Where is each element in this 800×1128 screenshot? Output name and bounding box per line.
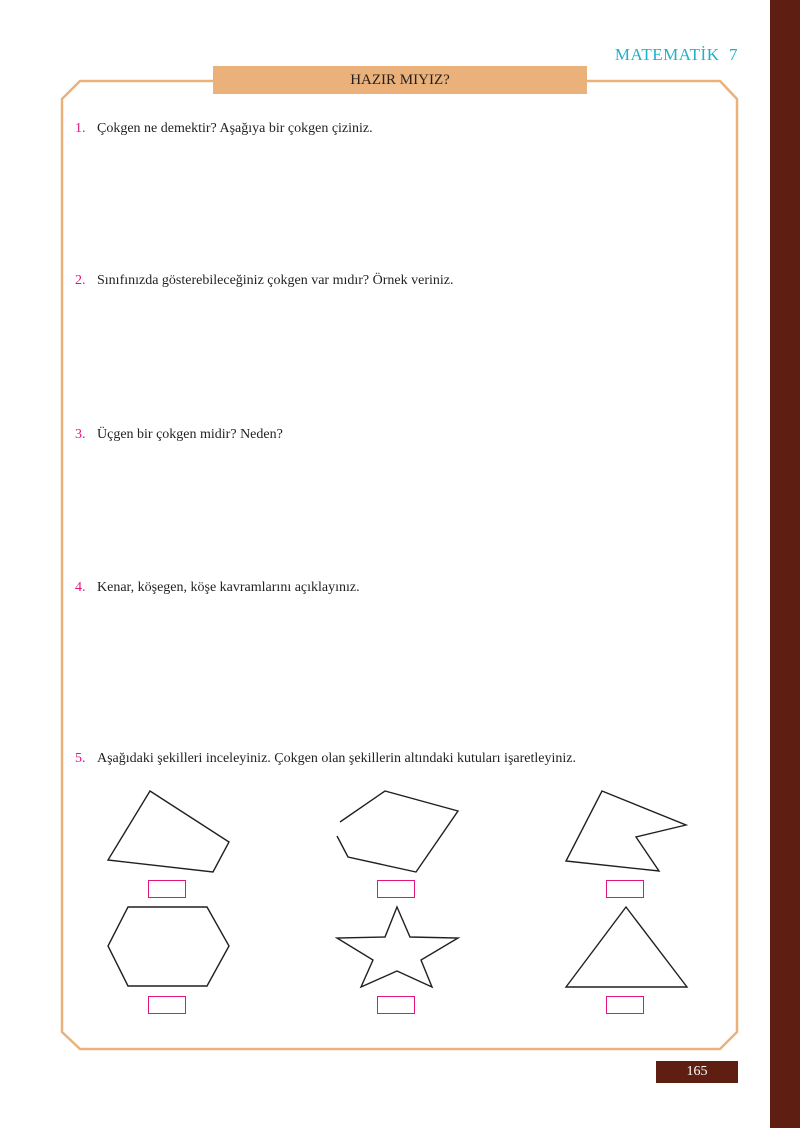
page-number: 165 [656, 1061, 738, 1083]
concave-quadrilateral-shape [560, 785, 695, 880]
question-number: 2. [75, 273, 86, 288]
checkbox-triangle[interactable] [606, 996, 644, 1014]
hexagon-shape [100, 900, 240, 995]
question-text: Üçgen bir çokgen midir? Neden? [97, 427, 283, 442]
checkbox-star[interactable] [377, 996, 415, 1014]
question-text: Aşağıdaki şekilleri inceleyiniz. Çokgen olan şekillerin altındaki kutuları işaretleyiniz. [97, 751, 576, 766]
subject-label: MATEMATİK [614, 45, 720, 64]
question-3 [75, 427, 283, 443]
checkbox-open-polygon[interactable] [377, 880, 415, 898]
section-banner: HAZIR MIYIZ? [213, 66, 587, 94]
checkbox-quadrilateral[interactable] [148, 880, 186, 898]
question-text: Sınıfınızda gösterebileceğiniz çokgen var mıdır? Örnek veriniz. [97, 273, 454, 288]
question-1 [75, 121, 373, 137]
checkbox-hexagon[interactable] [148, 996, 186, 1014]
question-2 [75, 273, 453, 289]
side-color-bar [770, 0, 800, 1128]
triangle-shape [560, 900, 695, 995]
question-number: 4. [75, 580, 86, 595]
question-5 [75, 751, 576, 767]
question-4 [75, 580, 360, 596]
open-polygon-shape [330, 785, 470, 880]
question-text: Çokgen ne demektir? Aşağıya bir çokgen çiziniz. [97, 121, 373, 136]
checkbox-concave-quadrilateral[interactable] [606, 880, 644, 898]
star-shape [330, 900, 470, 995]
question-text: Kenar, köşegen, köşe kavramlarını açıklayınız. [97, 580, 360, 595]
question-number: 3. [75, 427, 86, 442]
question-number: 5. [75, 751, 86, 766]
question-number: 1. [75, 121, 86, 136]
grade-label: 7 [729, 45, 738, 64]
quadrilateral-shape [100, 785, 240, 880]
